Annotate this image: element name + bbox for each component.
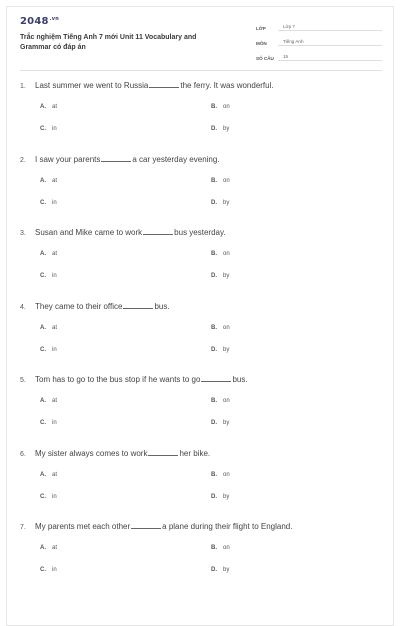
- answer-option[interactable]: [211, 347, 229, 353]
- answer-option[interactable]: [40, 126, 57, 132]
- question-stem: [20, 449, 380, 460]
- option-letter: A.: [40, 471, 46, 478]
- meta-row-class: [256, 16, 382, 31]
- answer-option[interactable]: [211, 126, 229, 132]
- option-letter: D.: [211, 199, 217, 206]
- option-letter: D.: [211, 567, 217, 573]
- answer-option[interactable]: [211, 200, 229, 206]
- answer-blank: [143, 234, 173, 235]
- answer-option[interactable]: [40, 273, 57, 279]
- option-letter: A.: [40, 545, 46, 551]
- document-title-line-1: Trắc nghiệm Tiếng Anh 7 mới Unit 11 Vocabulary and: [20, 34, 197, 41]
- answer-option[interactable]: [40, 472, 57, 478]
- option-letter: A.: [40, 177, 46, 184]
- option-text: at: [52, 177, 58, 184]
- option-text: by: [223, 346, 230, 353]
- question-stem: [20, 302, 380, 313]
- question-text-before-blank: My parents met each other: [35, 522, 131, 531]
- option-letter: C.: [40, 493, 46, 500]
- question-text-after-blank: a car yesterday evening.: [132, 154, 220, 164]
- answer-blank: [123, 308, 153, 309]
- option-text: by: [223, 493, 230, 500]
- answer-option[interactable]: [40, 545, 57, 551]
- option-letter: D.: [211, 346, 217, 353]
- option-text: at: [52, 471, 58, 478]
- answer-option[interactable]: [211, 472, 230, 478]
- option-text: on: [223, 471, 230, 478]
- option-letter: B.: [211, 471, 217, 478]
- option-text: by: [223, 126, 230, 132]
- option-letter: C.: [40, 273, 46, 279]
- meta-value: Lớp 7: [278, 24, 382, 31]
- meta-row-subject: [256, 31, 382, 46]
- option-letter: D.: [211, 493, 217, 500]
- option-text: on: [223, 545, 230, 551]
- answer-blank: [149, 87, 179, 88]
- question-number: 6.: [20, 450, 26, 458]
- logo-tld: .vn: [49, 16, 59, 22]
- option-letter: B.: [211, 177, 217, 184]
- answer-option[interactable]: [211, 398, 230, 404]
- answer-option[interactable]: [211, 251, 230, 257]
- option-text: by: [223, 199, 230, 206]
- option-text: in: [52, 126, 57, 132]
- question-item: [20, 375, 380, 426]
- option-letter: C.: [40, 567, 46, 573]
- option-text: by: [223, 567, 230, 573]
- question-text-before-blank: My sister always comes to work: [35, 448, 148, 458]
- option-letter: C.: [40, 420, 46, 426]
- question-stem: [20, 81, 380, 92]
- answer-option[interactable]: [211, 545, 230, 551]
- question-number: 4.: [20, 303, 26, 311]
- answer-blank: [201, 381, 231, 382]
- answer-blank: [101, 161, 131, 162]
- answer-blank: [131, 528, 161, 529]
- option-letter: A.: [40, 104, 46, 110]
- question-text-after-blank: bus yesterday.: [174, 228, 226, 237]
- meta-label: MÔN: [256, 41, 267, 46]
- header-divider: [20, 70, 382, 71]
- answer-option[interactable]: [211, 494, 229, 500]
- option-letter: B.: [211, 324, 217, 331]
- meta-label: LỚP: [256, 26, 266, 31]
- option-text: at: [52, 398, 58, 404]
- option-text: in: [52, 199, 57, 206]
- option-letter: A.: [40, 251, 46, 257]
- answer-option[interactable]: [40, 104, 57, 110]
- question-number: 7.: [20, 524, 26, 531]
- question-item: [20, 301, 380, 353]
- option-letter: C.: [40, 199, 46, 206]
- option-text: at: [52, 251, 58, 257]
- document-meta: [256, 16, 382, 61]
- answer-blank: [148, 455, 178, 456]
- question-item: [20, 448, 380, 500]
- question-number: 5.: [20, 377, 26, 384]
- option-letter: B.: [211, 251, 217, 257]
- option-text: in: [52, 346, 57, 353]
- question-text-after-blank: bus.: [154, 301, 170, 311]
- option-letter: A.: [40, 324, 46, 331]
- option-text: in: [52, 493, 57, 500]
- option-letter: D.: [211, 126, 217, 132]
- logo-text: 2048: [20, 16, 49, 27]
- question-number: 3.: [20, 230, 26, 237]
- question-number: 2.: [20, 156, 26, 164]
- answer-option[interactable]: [211, 273, 229, 279]
- option-text: at: [52, 104, 58, 110]
- option-letter: C.: [40, 346, 46, 353]
- question-text-before-blank: Tom has to go to the bus stop if he wants to go: [35, 375, 201, 384]
- answer-option[interactable]: [211, 567, 229, 573]
- answer-option[interactable]: [211, 104, 230, 110]
- question-text-after-blank: bus.: [232, 375, 248, 384]
- option-text: in: [52, 420, 57, 426]
- option-letter: C.: [40, 126, 46, 132]
- answer-option[interactable]: [40, 420, 57, 426]
- option-text: on: [223, 177, 230, 184]
- meta-value: Tiếng Anh: [278, 39, 382, 46]
- question-stem: [20, 228, 380, 239]
- page-border: [6, 6, 394, 626]
- question-stem: [20, 522, 380, 533]
- meta-row-question-count: [256, 46, 382, 61]
- question-text-after-blank: a plane during their flight to England.: [162, 522, 293, 531]
- meta-value: 15: [278, 54, 382, 61]
- question-number: 1.: [20, 83, 26, 90]
- option-letter: B.: [211, 398, 217, 404]
- question-item: [20, 228, 380, 279]
- option-text: at: [52, 324, 58, 331]
- answer-option[interactable]: [40, 251, 57, 257]
- document-title-line-2: Grammar có đáp án: [20, 44, 86, 51]
- answer-option[interactable]: [40, 178, 57, 184]
- answer-option[interactable]: [40, 325, 57, 331]
- option-text: in: [52, 567, 57, 573]
- answer-option[interactable]: [211, 178, 230, 184]
- question-item: [20, 81, 380, 132]
- question-text-before-blank: Last summer we went to Russia: [35, 81, 149, 90]
- option-text: on: [223, 324, 230, 331]
- answer-option[interactable]: [40, 567, 57, 573]
- option-text: on: [223, 104, 230, 110]
- question-text-after-blank: her bike.: [179, 448, 211, 458]
- question-text-before-blank: I saw your parents: [35, 154, 101, 164]
- option-text: by: [223, 273, 230, 279]
- question-text-before-blank: Susan and Mike came to work: [35, 228, 143, 237]
- answer-option[interactable]: [40, 347, 57, 353]
- question-item: [20, 154, 380, 206]
- question-text-before-blank: They came to their office: [35, 301, 123, 311]
- option-text: at: [52, 545, 58, 551]
- option-text: in: [52, 273, 57, 279]
- question-stem: [20, 375, 380, 386]
- document-title: [20, 33, 220, 53]
- option-letter: B.: [211, 104, 217, 110]
- question-text-after-blank: the ferry. It was wonderful.: [180, 81, 274, 90]
- answer-option[interactable]: [211, 420, 229, 426]
- option-text: on: [223, 398, 230, 404]
- document-header: [20, 16, 382, 64]
- answer-option[interactable]: [211, 325, 230, 331]
- option-text: by: [223, 420, 230, 426]
- option-letter: A.: [40, 398, 46, 404]
- option-letter: B.: [211, 545, 217, 551]
- option-text: on: [223, 251, 230, 257]
- option-letter: D.: [211, 273, 217, 279]
- meta-label: SỐ CÂU: [256, 56, 274, 61]
- answer-option[interactable]: [40, 494, 57, 500]
- question-item: [20, 522, 380, 573]
- question-stem: [20, 155, 380, 166]
- answer-option[interactable]: [40, 398, 57, 404]
- option-letter: D.: [211, 420, 217, 426]
- answer-option[interactable]: [40, 200, 57, 206]
